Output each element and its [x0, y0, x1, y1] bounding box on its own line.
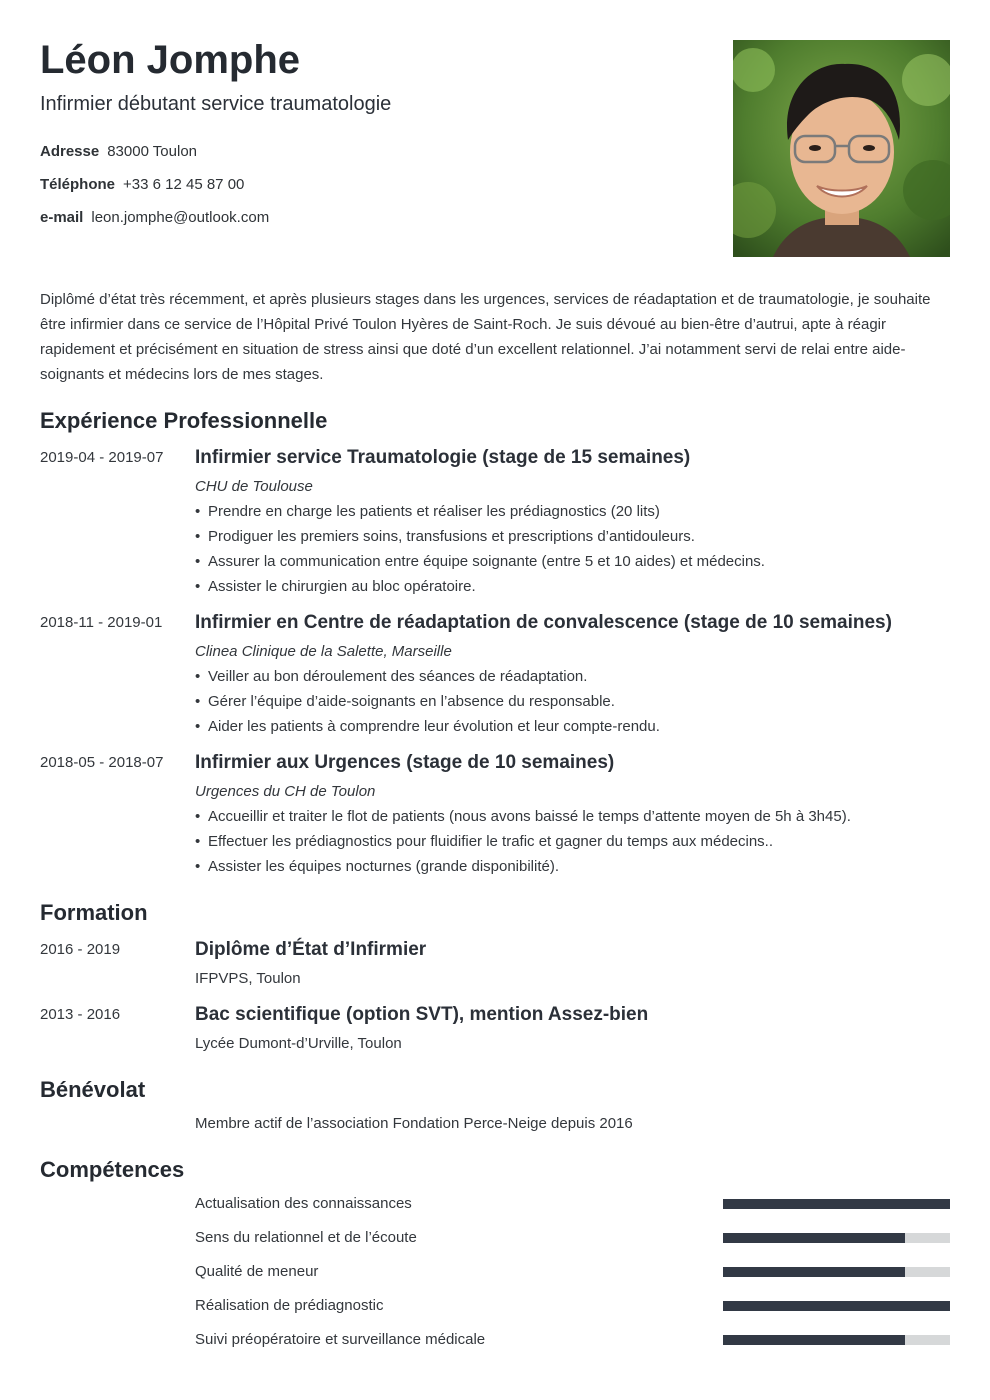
education-school: Lycée Dumont-d’Urville, Toulon: [195, 1035, 402, 1052]
experience-dates: 2018-05 - 2018-07: [40, 754, 164, 771]
skill-level-bar: [723, 1267, 950, 1277]
skill-level-bar: [723, 1335, 950, 1345]
profile-photo: [733, 40, 950, 257]
list-item: [195, 502, 660, 522]
experience-org: CHU de Toulouse: [195, 478, 313, 495]
list-item-text: Effectuer les prédiagnostics pour fluidifier le trafic et gagner du temps aux médecins..: [208, 833, 774, 850]
education-dates: 2016 - 2019: [40, 941, 121, 958]
skill-label: Sens du relationnel et de l’écoute: [195, 1229, 417, 1246]
section-title-education: Formation: [40, 900, 148, 925]
education-dates: 2013 - 2016: [40, 1006, 121, 1023]
list-item: [195, 857, 559, 877]
list-item: [195, 807, 851, 827]
skill-level-fill: [723, 1335, 905, 1345]
contact-phone: [40, 175, 244, 195]
list-item: [195, 577, 476, 597]
skill-level-bar: [723, 1199, 950, 1209]
email-label: e-mail: [40, 209, 84, 226]
experience-dates: 2018-11 - 2019-01: [40, 614, 163, 631]
list-item-text: Veiller au bon déroulement des séances de réadaptation.: [208, 668, 588, 685]
skill-label: Actualisation des connaissances: [195, 1195, 412, 1212]
list-item-text: Prodiguer les premiers soins, transfusions et prescriptions d’antidouleurs.: [208, 528, 695, 545]
section-title-volunteering: Bénévolat: [40, 1077, 146, 1102]
list-item: [195, 832, 773, 852]
section-title-skills: Compétences: [40, 1157, 185, 1182]
bullet-dot: •: [195, 503, 201, 520]
bullet-dot: •: [195, 528, 201, 545]
skill-level-fill: [723, 1301, 950, 1311]
phone-value: +33 6 12 45 87 00: [123, 176, 245, 193]
list-item-text: Assister les équipes nocturnes (grande disponibilité).: [208, 858, 560, 875]
contact-email: [40, 208, 269, 228]
job-title: Infirmier débutant service traumatologie: [40, 93, 392, 115]
section-title-experience: Expérience Professionnelle: [40, 408, 328, 433]
email-value: leon.jomphe@outlook.com: [91, 209, 270, 226]
experience-org: Clinea Clinique de la Salette, Marseille: [195, 643, 452, 660]
list-item-text: Assurer la communication entre équipe soignante (entre 5 et 10 aides) et médecins.: [208, 553, 765, 570]
address-label: Adresse: [40, 143, 100, 160]
education-title: Diplôme d’État d’Infirmier: [195, 939, 427, 960]
bullet-dot: •: [195, 833, 201, 850]
profile-photo-image: [733, 40, 950, 257]
skill-level-fill: [723, 1199, 950, 1209]
list-item: [195, 717, 660, 737]
list-item: [195, 527, 695, 547]
skill-label: Qualité de meneur: [195, 1263, 319, 1280]
list-item: [195, 667, 587, 687]
skill-label: Suivi préopératoire et surveillance médicale: [195, 1331, 486, 1348]
list-item-text: Accueillir et traiter le flot de patients (nous avons baissé le temps d’attente moyen de 5h à 3h45).: [208, 808, 851, 825]
profile-summary: Diplômé d’état très récemment, et après plusieurs stages dans les urgences, services de réadaptation et de traumatologie, je souhaite être infirmier dans ce service de l’Hôpital Privé Toulon Hyères de Saint-Roch. Je suis dévoué au bien-être d’autrui, apte à réagir rapidement et précisément en situation de stress ainsi que doté d’un excellent relationnel. J’ai notamment servi de relai entre aide-soignants et médecins lors de mes stages.: [40, 291, 931, 383]
candidate-name: Léon Jomphe: [40, 38, 301, 82]
education-title: Bac scientifique (option SVT), mention Assez-bien: [195, 1004, 649, 1025]
skill-level-bar: [723, 1233, 950, 1243]
skill-level-fill: [723, 1267, 905, 1277]
skill-level-bar: [723, 1301, 950, 1311]
list-item: [195, 552, 765, 572]
bullet-dot: •: [195, 693, 201, 710]
list-item: [195, 692, 615, 712]
experience-title: Infirmier en Centre de réadaptation de convalescence (stage de 10 semaines): [195, 612, 892, 633]
experience-dates: 2019-04 - 2019-07: [40, 449, 164, 466]
list-item-text: Aider les patients à comprendre leur évolution et leur compte-rendu.: [208, 718, 660, 735]
volunteering-text: Membre actif de l’association Fondation Perce-Neige depuis 2016: [195, 1115, 633, 1132]
skill-label: Réalisation de prédiagnostic: [195, 1297, 384, 1314]
skill-level-fill: [723, 1233, 905, 1243]
bullet-dot: •: [195, 718, 201, 735]
bullet-dot: •: [195, 858, 201, 875]
list-item-text: Prendre en charge les patients et réaliser les prédiagnostics (20 lits): [208, 503, 660, 520]
experience-title: Infirmier service Traumatologie (stage de 15 semaines): [195, 447, 691, 468]
phone-label: Téléphone: [40, 176, 116, 193]
education-school: IFPVPS, Toulon: [195, 970, 301, 987]
experience-title: Infirmier aux Urgences (stage de 10 semaines): [195, 752, 615, 773]
address-value: 83000 Toulon: [107, 143, 198, 160]
bullet-dot: •: [195, 553, 201, 570]
list-item-text: Assister le chirurgien au bloc opératoire.: [208, 578, 476, 595]
bullet-dot: •: [195, 668, 201, 685]
experience-org: Urgences du CH de Toulon: [195, 783, 376, 800]
contact-address: [40, 142, 197, 162]
bullet-dot: •: [195, 808, 201, 825]
list-item-text: Gérer l’équipe d’aide-soignants en l’absence du responsable.: [208, 693, 615, 710]
bullet-dot: •: [195, 578, 201, 595]
